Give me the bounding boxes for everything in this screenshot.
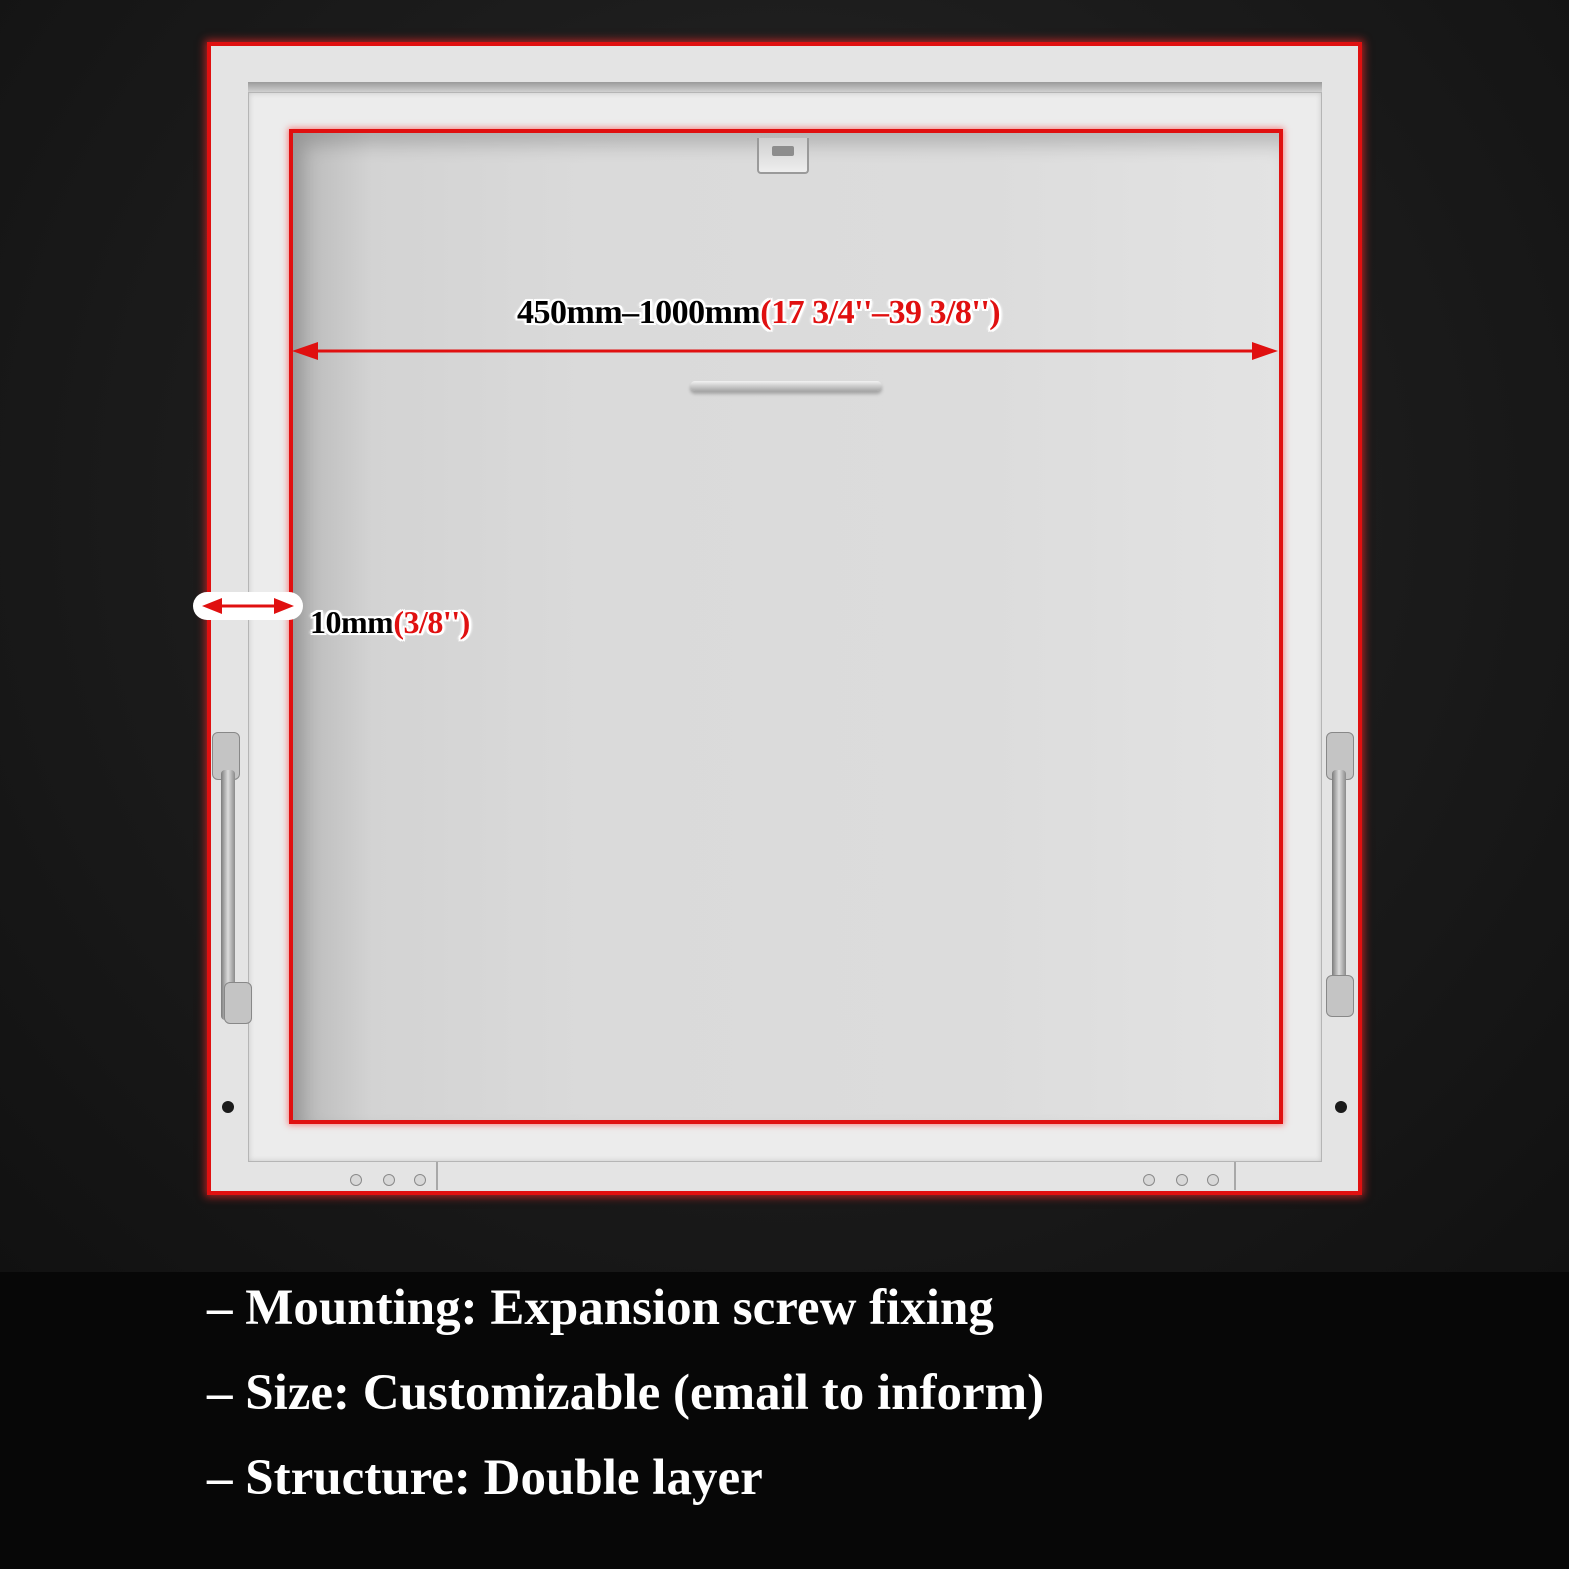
spec-size: – Size: Customizable (email to inform) xyxy=(207,1365,1045,1421)
hinge-screw xyxy=(1176,1174,1188,1186)
right-mounting-screw xyxy=(1335,1101,1347,1113)
spec-structure: – Structure: Double layer xyxy=(207,1450,763,1506)
hinge-screw xyxy=(383,1174,395,1186)
gap-dimension-label: 10mm(3/8'') xyxy=(310,604,470,640)
width-dimension-label: 450mm–1000mm(17 3/4''–39 3/8'') xyxy=(517,294,1001,331)
door-handle xyxy=(690,381,882,391)
left-mounting-screw xyxy=(222,1101,234,1113)
right-strut-bottom-bracket xyxy=(1326,975,1354,1017)
left-strut-bottom-bracket xyxy=(224,982,252,1024)
door-latch xyxy=(757,138,809,174)
spec-list xyxy=(207,1266,1044,1521)
door-top-rail xyxy=(248,82,1322,92)
hinge-screw xyxy=(1207,1174,1219,1186)
hinge-screw xyxy=(1143,1174,1155,1186)
bottom-trim xyxy=(436,1162,1236,1190)
hinge-screw xyxy=(414,1174,426,1186)
hinge-screw xyxy=(350,1174,362,1186)
spec-mounting: – Mounting: Expansion screw fixing xyxy=(207,1280,994,1336)
right-gas-strut xyxy=(1332,770,1346,1010)
latch-tab xyxy=(772,146,794,156)
